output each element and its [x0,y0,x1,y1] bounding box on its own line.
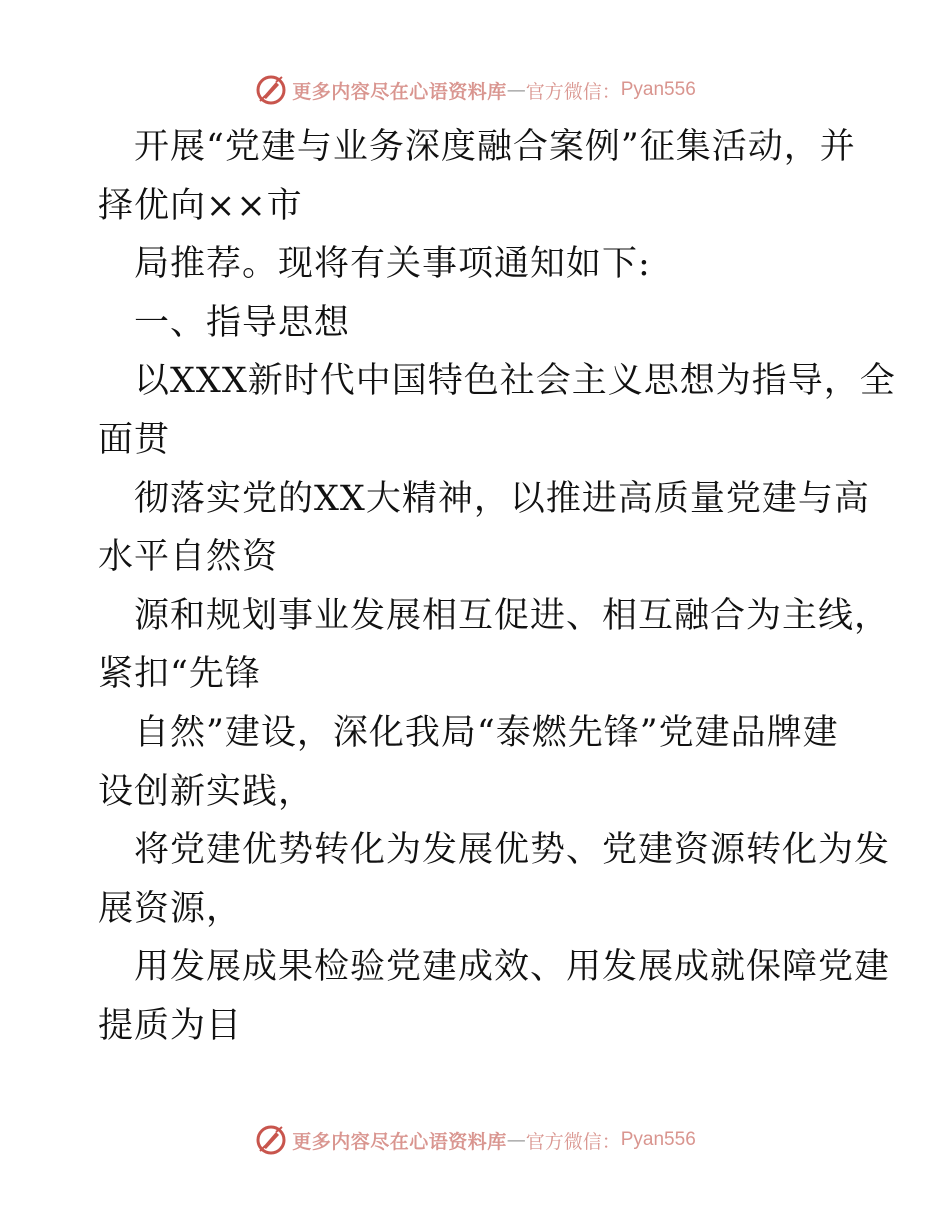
section-heading: 一、指导思想 [134,302,351,343]
paragraph-line: 紧扣“先锋 [98,654,261,695]
paragraph-line: 将党建优势转化为发展优势、党建资源转化为发 [134,830,891,871]
paragraph-line: 展资源， [98,888,243,929]
watermark-wechat-label: 官方微信： [525,1130,621,1153]
paragraph-line: 面贯 [98,419,171,460]
watermark-wechat-id: Pyan556 [620,79,696,100]
paragraph-line: 局推荐。现将有关事项通知如下: [134,244,651,285]
paragraph-line: 以XXX新时代中国特色社会主义思想为指导，全 [134,361,896,402]
paragraph-line: 自然”建设，深化我局“泰燃先锋”党建品牌建 [134,712,839,753]
paragraph-line: 彻落实党的XX大精神，以推进高质量党建与高 [134,478,870,519]
body-text [98,118,896,1056]
footer-watermark [0,1120,950,1160]
watermark-separator: — [506,1129,526,1151]
watermark-wechat-label: 官方微信： [525,80,621,103]
header-watermark [0,70,950,110]
paragraph-line: 源和规划事业发展相互促进、相互融合为主线， [134,595,891,636]
watermark-separator: — [506,79,526,101]
paragraph-line: 择优向××市 [98,185,303,226]
watermark-main-text: 更多内容尽在心语资料库 [292,80,507,103]
paragraph-line: 水平自然资 [98,537,279,578]
watermark-main-text: 更多内容尽在心语资料库 [292,1130,507,1153]
paragraph-line: 提质为目 [98,1005,243,1046]
feather-pen-logo-icon [254,1123,288,1157]
paragraph-line: 设创新实践， [98,771,315,812]
paragraph-line: 用发展成果检验党建成效、用发展成就保障党建 [134,947,891,988]
paragraph-line: 开展“党建与业务深度融合案例”征集活动，并 [134,127,856,167]
watermark-wechat-id: Pyan556 [620,1129,696,1150]
feather-pen-logo-icon [254,73,288,107]
